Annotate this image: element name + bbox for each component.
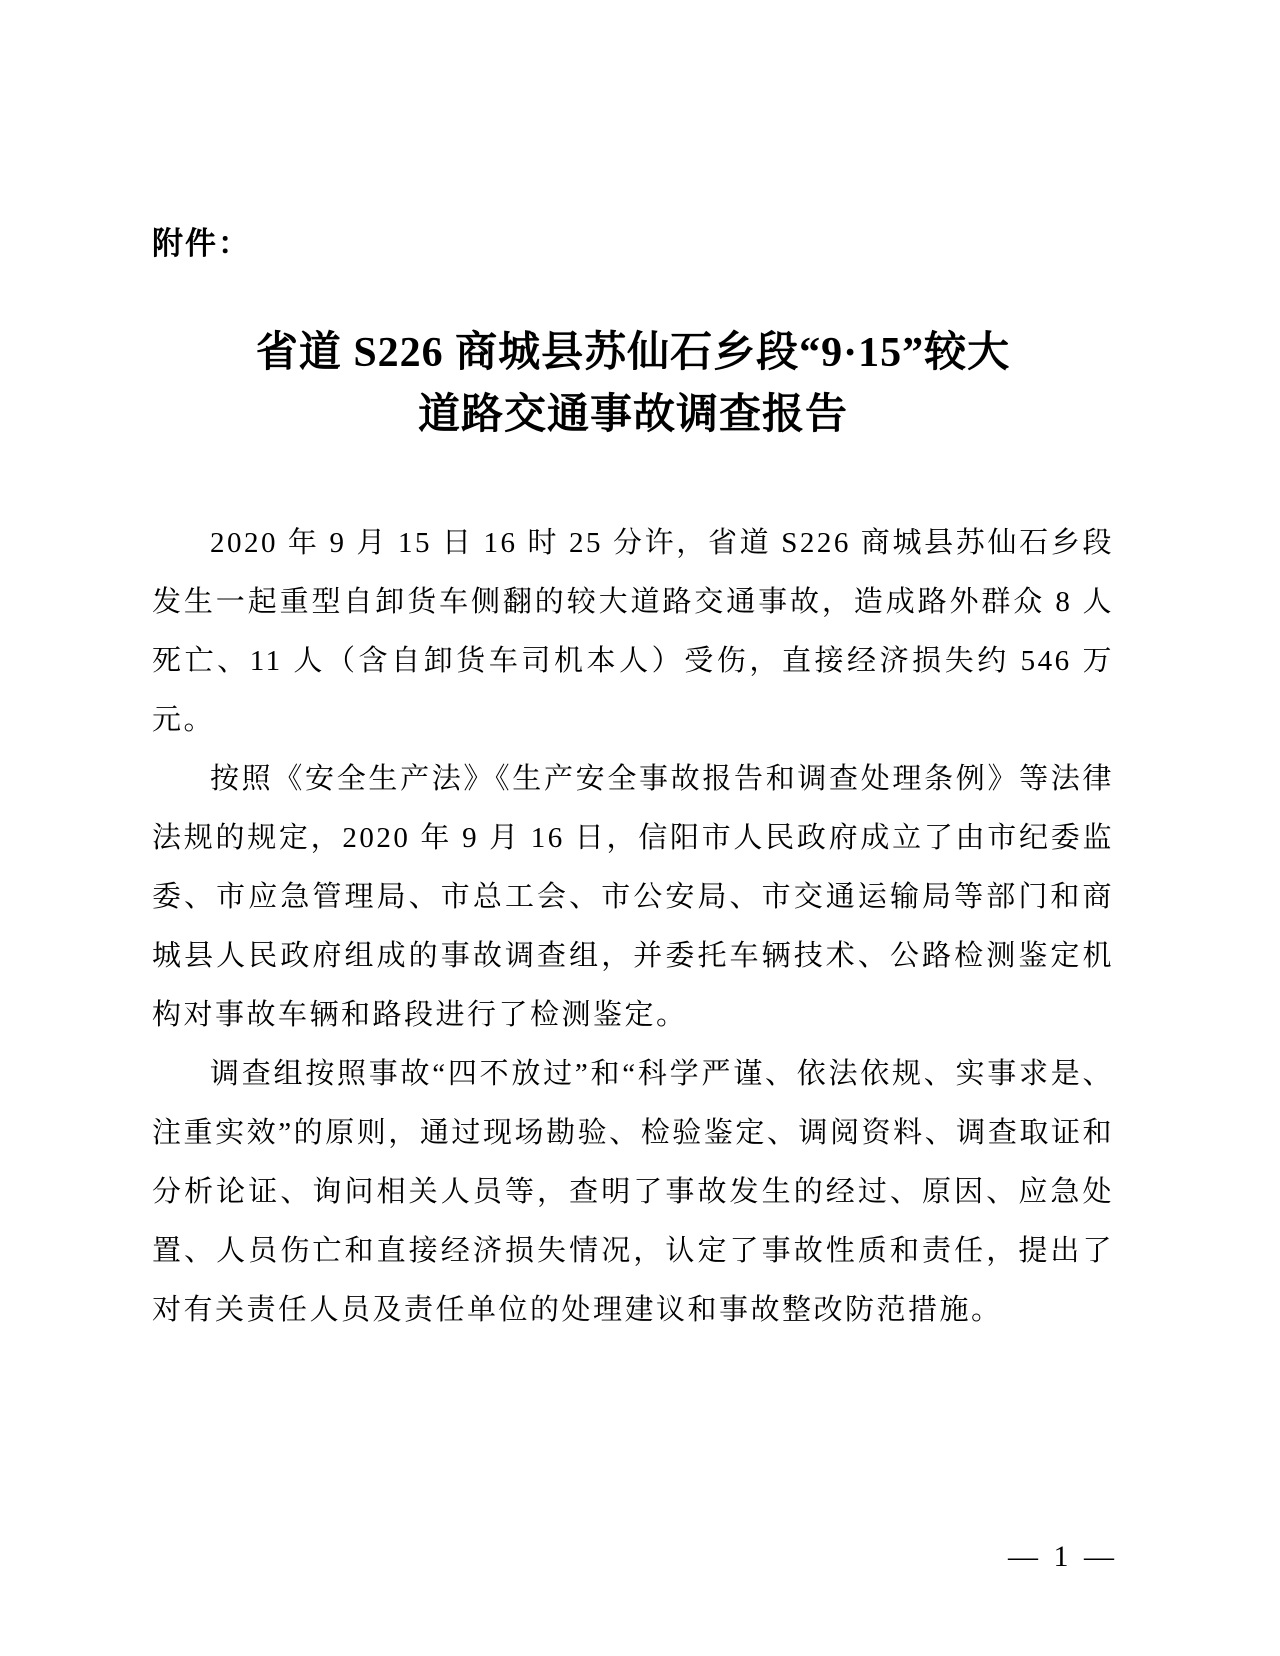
page-number: — 1 —: [1008, 1540, 1118, 1573]
paragraph-investigation-principles: 调查组按照事故“四不放过”和“科学严谨、依法依规、实事求是、注重实效”的原则，通过现场勘验、检验鉴定、调阅资料、调查取证和分析论证、询问相关人员等，查明了事故发生的经过、原因、应急处置、人员伤亡和直接经济损失情况，认定了事故性质和责任，提出了对有关责任人员及责任单位的处理建议和事故整改防范措施。: [152, 1058, 1114, 1326]
document-title-line-1: 省道 S226 商城县苏仙石乡段“9·15”较大: [255, 330, 1011, 376]
document-title: [152, 322, 1114, 446]
document-title-line-2: 道路交通事故调查报告: [417, 392, 848, 438]
attachment-label: 附件：: [152, 226, 251, 261]
paragraph-accident-overview: 2020 年 9 月 15 日 16 时 25 分许，省道 S226 商城县苏仙石乡段发生一起重型自卸货车侧翻的较大道路交通事故，造成路外群众 8 人死亡、11 人（含自卸货车司机本人）受伤，直接经济损失约 546 万元。: [152, 527, 1114, 736]
paragraph-investigation-team: 按照《安全生产法》《生产安全事故报告和调查处理条例》等法律法规的规定，2020 年 9 月 16 日，信阳市人民政府成立了由市纪委监委、市应急管理局、市总工会、市公安局、市交通运输局等部门和商城县人民政府组成的事故调查组，并委托车辆技术、公路检测鉴定机构对事故车辆和路段进行了检测鉴定。: [152, 763, 1114, 1031]
document-body: [152, 514, 1114, 1340]
